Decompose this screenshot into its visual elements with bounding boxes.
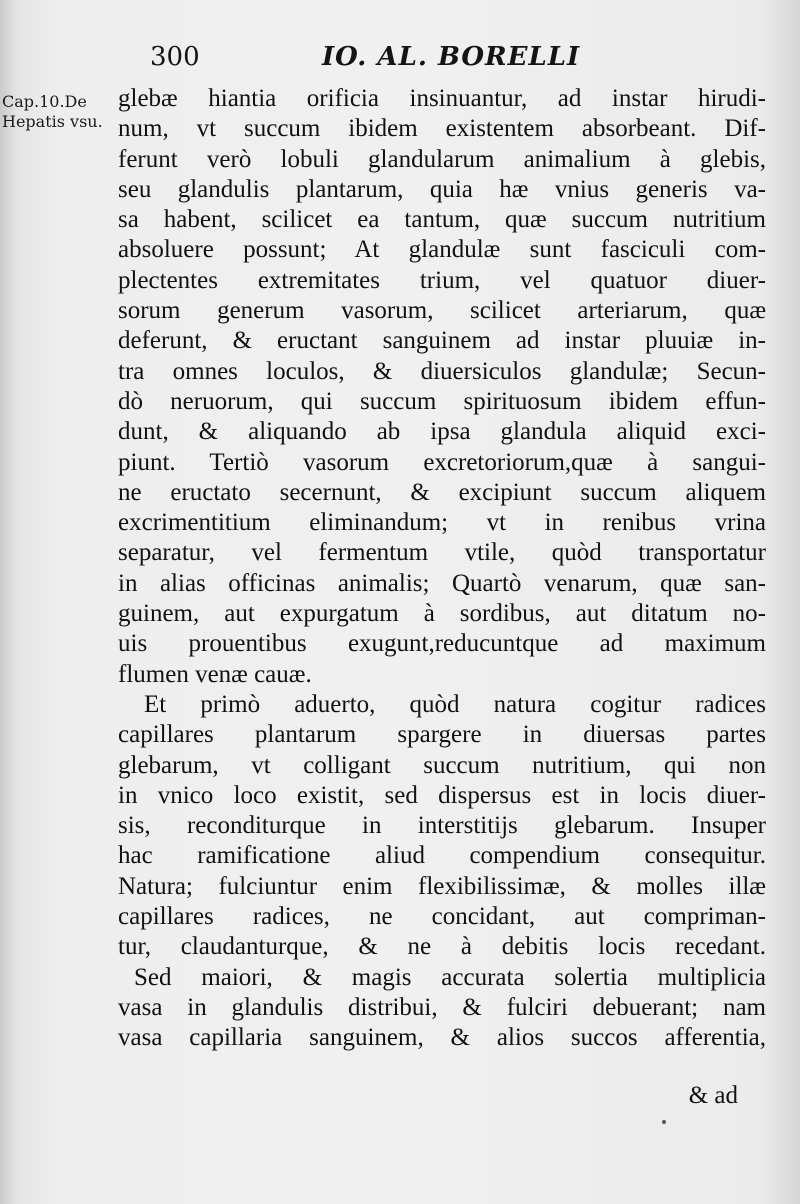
text-line: uis prouentibus exugunt,reducuntque ad maximum: [118, 630, 766, 658]
catchword: & ad: [688, 1082, 738, 1109]
text-line: in alias officinas animalis; Quartò venarum, quæ san-: [118, 569, 766, 597]
text-line: absoluere possunt; At glandulæ sunt fasciculi com-: [118, 236, 766, 264]
text-line: tur, claudanturque, & ne à debitis locis recedant.: [118, 933, 766, 961]
text-line: separatur, vel fermentum vtile, quòd transportatur: [118, 539, 766, 567]
margin-note-line: Cap.10.De: [2, 92, 87, 111]
text-line: guinem, aut expurgatum à sordibus, aut ditatum no-: [118, 600, 766, 628]
text-line: Et primò aduerto, quòd natura cogitur radices: [144, 690, 766, 718]
text-line: glebæ hiantia orificia insinuantur, ad instar hirudi-: [118, 85, 766, 112]
text-line: vasa capillaria sanguinem, & alios succos afferentia,: [118, 1024, 766, 1052]
text-line: num, vt succum ibidem existentem absorbeant. Dif-: [118, 115, 766, 143]
text-line: Sed maiori, & magis accurata solertia multiplicia: [134, 963, 766, 991]
text-line: dunt, & aliquando ab ipsa glandula aliquid exci-: [118, 418, 766, 446]
text-line: vasa in glandulis distribui, & fulciri debuerant; nam: [118, 993, 766, 1021]
text-line: piunt. Tertiò vasorum excretoriorum,quæ à sangui-: [118, 448, 766, 476]
text-line: hac ramificatione aliud compendium consequitur.: [118, 842, 766, 870]
margin-note: [2, 92, 120, 132]
ink-speck: [662, 1120, 666, 1124]
text-line: tra omnes loculos, & diuersiculos glandulæ; Secun-: [118, 357, 766, 385]
text-line: ne eructato secernunt, & excipiunt succum aliquem: [118, 478, 766, 506]
running-head: IO. AL. BORELLI: [322, 42, 581, 72]
body-text: [118, 84, 766, 1054]
text-line: ferunt verò lobuli glandularum animalium à glebis,: [118, 145, 766, 173]
text-line: excrimentitium eliminandum; vt in renibus vrina: [118, 509, 766, 537]
page-number: 300: [150, 42, 200, 72]
text-line: glebarum, vt colligant succum nutritium, qui non: [118, 751, 766, 779]
text-line: sis, reconditurque in interstitijs glebarum. Insuper: [118, 812, 766, 840]
text-line: capillares radices, ne concidant, aut compriman-: [118, 903, 766, 931]
text-line: dò neruorum, qui succum spirituosum ibidem effun-: [118, 387, 766, 415]
text-line: flumen venæ cauæ.: [118, 660, 312, 688]
margin-note-line: Hepatis vsu.: [2, 112, 103, 131]
page-header: [150, 42, 581, 82]
text-line: plectentes extremitates trium, vel quatuor diuer-: [118, 266, 766, 294]
text-line: capillares plantarum spargere in diuersas partes: [118, 721, 766, 749]
text-line: deferunt, & eructant sanguinem ad instar pluuiæ in-: [118, 327, 766, 355]
text-line: sa habent, scilicet ea tantum, quæ succum nutritium: [118, 206, 766, 234]
text-line: sorum generum vasorum, scilicet arteriarum, quæ: [118, 297, 766, 325]
text-line: seu glandulis plantarum, quia hæ vnius generis va-: [118, 175, 766, 203]
text-line: in vnico loco existit, sed dispersus est in locis diuer-: [118, 781, 766, 809]
text-line: Natura; fulciuntur enim flexibilissimæ, & molles illæ: [118, 872, 766, 900]
